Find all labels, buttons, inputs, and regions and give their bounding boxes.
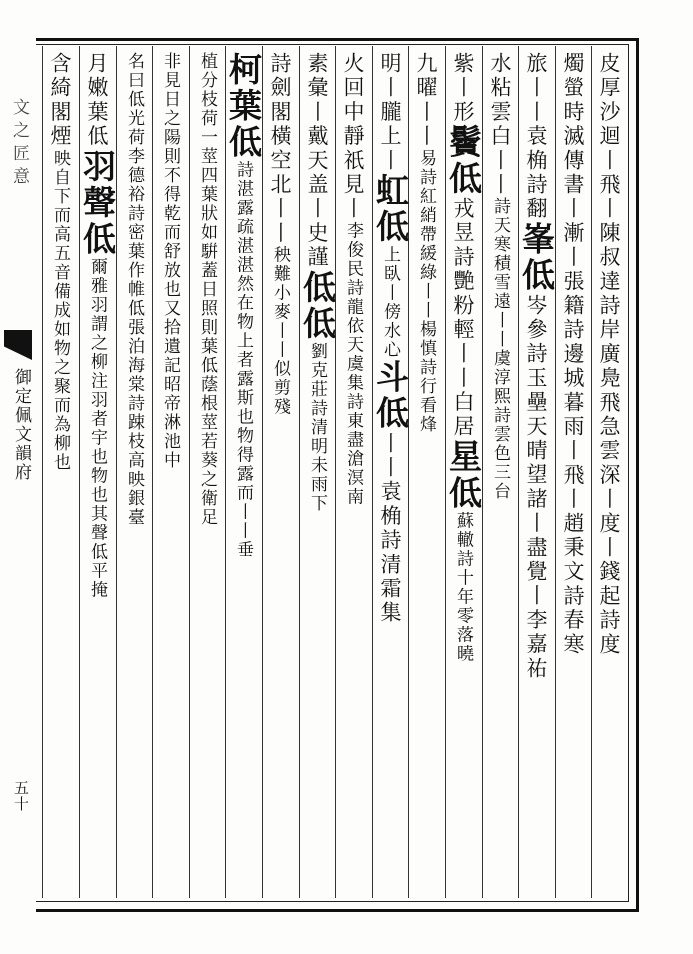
column-rule — [299, 46, 300, 898]
column-text: 皮厚沙迴丨飛丨陳叔達詩岸廣鳧飛急雲深丨度丨錢起詩度 — [597, 52, 621, 657]
column-text: 詩湛露疏湛湛然在物上者露斯也物得露而丨丨垂 — [233, 160, 253, 560]
text-column — [265, 52, 295, 892]
column-text: 劉克莊詩清明未雨下 — [307, 342, 327, 514]
column-text: 名曰低光荷李德裕詩密葉作帷低張泊海棠詩踈枝高映銀臺 — [124, 52, 144, 527]
column-text: 映自下而高五音備成如物之聚而為柳也 — [50, 148, 70, 472]
text-column — [411, 52, 441, 892]
column-text: 爾雅羽謂之柳注羽者宇也物也其聲低平掩 — [87, 257, 107, 600]
text-column — [78, 52, 117, 892]
text-column — [485, 52, 515, 892]
column-text: 月嫩葉低 — [85, 52, 109, 149]
text-column — [371, 52, 410, 892]
page-number: 五十 — [12, 780, 30, 812]
column-rule — [555, 46, 556, 898]
headword: 星低 — [444, 439, 483, 512]
column-text: 旅丨丨袁桷詩翻 — [524, 52, 548, 222]
column-text: 蘇轍詩十年零落曉 — [453, 511, 473, 664]
text-column — [119, 52, 149, 892]
headword: 峯低 — [517, 221, 556, 294]
column-text: 秧難小麥丨丨似剪殘 — [270, 245, 290, 417]
column-text: 詩天寒積雪遠丨丨虞淳熙詩雲色三台 — [490, 197, 510, 502]
column-text: 非見日之陽則不得乾而舒放也又拾遺記昭帝淋池中 — [160, 52, 180, 470]
headword: 柯葉低 — [224, 52, 263, 161]
gutter-fragment-text: 文之匠意 — [9, 98, 29, 190]
text-column — [517, 52, 556, 892]
text-column — [594, 52, 624, 892]
text-column — [298, 52, 337, 892]
column-text: 丨丨袁桷詩清霜集 — [378, 431, 402, 626]
column-text: 上臥丨傍水心 — [380, 245, 400, 360]
column-rule — [42, 46, 43, 898]
column-text: 易詩紅綃帶緩綠丨丨楊慎詩行看烽 — [416, 148, 436, 434]
column-rule — [591, 46, 592, 898]
column-text: 燭螢時滅傳書丨漸丨張籍詩邊城暮雨丨飛丨趙秉文詩春寒 — [561, 52, 585, 657]
column-rule — [152, 46, 153, 898]
column-rule — [518, 46, 519, 898]
column-rule — [335, 46, 336, 898]
column-text: 紫丨形 — [451, 52, 475, 125]
column-text: 含綺閣煙 — [48, 52, 72, 149]
text-column — [192, 52, 222, 892]
column-rule — [225, 46, 226, 898]
column-text: 火回中靜祇見丨 — [341, 52, 365, 222]
page-gutter — [0, 38, 34, 906]
column-text: 岑參詩玉壘天晴望諸丨盡覺丨李嘉祐 — [524, 293, 548, 682]
text-column — [224, 52, 263, 892]
text-column — [45, 52, 75, 892]
column-text: 戎昱詩艷粉輕丨丨白居 — [451, 197, 475, 440]
column-text: 虞集詩東盡滄溟南 — [343, 354, 363, 507]
column-rule — [189, 46, 190, 898]
column-text: 素彙丨戴天盖丨史謹 — [305, 52, 329, 270]
headword: 鬢低 — [444, 124, 483, 198]
column-rule — [262, 46, 263, 898]
column-text: 明丨朧上丨 — [378, 52, 402, 173]
column-text: 九曜丨丨 — [414, 52, 438, 149]
headword: 斗低 — [371, 359, 410, 432]
headword: 羽聲低 — [78, 148, 117, 258]
text-column — [444, 52, 483, 892]
text-column — [338, 52, 368, 892]
headword: 低低 — [298, 269, 337, 343]
column-text: 李俊民詩龍依天 — [343, 221, 363, 355]
text-column — [558, 52, 588, 892]
column-text: 詩劍閣橫空北丨丨 — [268, 52, 292, 246]
headword: 虹低 — [371, 173, 410, 246]
fish-tail-mark-icon — [4, 330, 32, 360]
text-column — [155, 52, 185, 892]
book-title: 御定佩文韻府 — [11, 368, 31, 482]
column-text: 植分枝荷一莖四葉狀如騈蓋日照則葉低蔭根莖若葵之衛足 — [197, 52, 217, 527]
column-text: 水粘雲白丨丨 — [488, 52, 512, 198]
